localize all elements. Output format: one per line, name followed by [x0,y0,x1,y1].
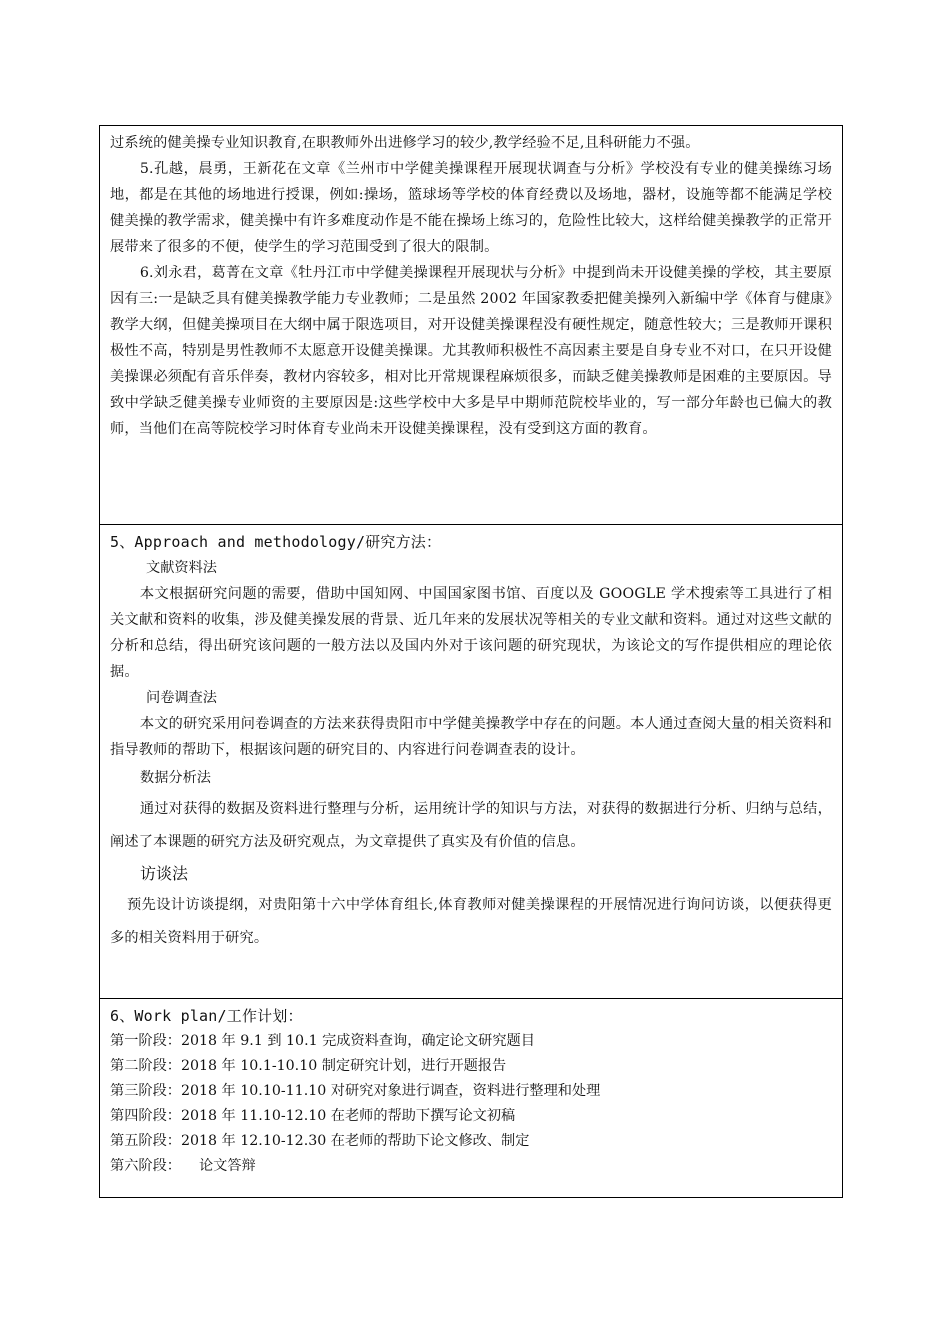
workplan-stage-6: 第六阶段： 论文答辩 [110,1158,256,1174]
workplan-cell [100,999,842,1197]
workplan-stage-4: 第四阶段：2018 年 11.10-12.10 在老师的帮助下撰写论文初稿 [110,1108,516,1124]
method-questionnaire-title: 问卷调查法 [146,690,217,706]
workplan-stage-1: 第一阶段：2018 年 9.1 到 10.1 完成资料查询，确定论文研究题目 [110,1033,535,1049]
literature-review-cell [100,126,842,525]
literature-item-6: 6.刘永君，葛菁在文章《牡丹江市中学健美操课程开展现状与分析》中提到尚未开设健美操的学校，其主要原因有三:一是缺乏具有健美操教学能力专业教师；二是虽然 2002 年国家教委把健美操列入新编中学《体育与健康》教学大纲，但健美操项目在大纲中属于限选项目，对开设健美操课程没有硬性规定，随意性较大；三是教师开课积极性不高，特别是男性教师不太愿意开设健美操课。尤其教师积极性不高因素主要是自身专业不对口，在只开设健美操课必须配有音乐伴奏，教材内容较多，相对比开常规课程麻烦很多，而缺乏健美操教师是困难的主要原因。导致中学缺乏健美操专业师资的主要原因是:这些学校中大多是早中期师范院校毕业的，写一部分年龄也已偏大的教师，当他们在高等院校学习时体育专业尚未开设健美操课程，没有受到这方面的教育。 [110,265,832,437]
proposal-table [99,125,843,1198]
method-data-analysis-text: 通过对获得的数据及资料进行整理与分析，运用统计学的知识与方法，对获得的数据进行分析、归纳与总结，阐述了本课题的研究方法及研究观点，为文章提供了真实及有价值的信息。 [110,801,832,850]
literature-continuation-text: 过系统的健美操专业知识教育,在职教师外出进修学习的较少,教学经验不足,且科研能力不强。 [110,135,700,151]
method-literature-text: 本文根据研究问题的需要，借助中国知网、中国国家图书馆、百度以及 GOOGLE 学术搜索等工具进行了相关文献和资料的收集，涉及健美操发展的背景、近几年来的发展状况等相关的专业文献和资料。通过对这些文献的分析和总结，得出研究该问题的一般方法以及国内外对于该问题的研究现状，为该论文的写作提供相应的理论依据。 [110,586,832,680]
workplan-stage-2: 第二阶段：2018 年 10.1-10.10 制定研究计划，进行开题报告 [110,1058,507,1074]
workplan-stage-3: 第三阶段：2018 年 10.10-11.10 对研究对象进行调查，资料进行整理和处理 [110,1083,601,1099]
method-literature-title: 文献资料法 [146,560,217,576]
methodology-heading: 5、Approach and methodology/研究方法： [110,533,442,551]
workplan-heading: 6、Work plan/工作计划： [110,1007,303,1025]
method-data-analysis-title: 数据分析法 [140,770,211,786]
method-questionnaire-text: 本文的研究采用问卷调查的方法来获得贵阳市中学健美操教学中存在的问题。本人通过查阅大量的相关资料和指导教师的帮助下，根据该问题的研究目的、内容进行问卷调查表的设计。 [110,716,832,758]
literature-item-5: 5.孔越，晨勇，王新花在文章《兰州市中学健美操课程开展现状调查与分析》学校没有专业的健美操练习场地，都是在其他的场地进行授课，例如:操场，篮球场等学校的体育经费以及场地，器材，设施等都不能满足学校健美操的教学需求，健美操中有许多难度动作是不能在操场上练习的，危险性比较大，这样给健美操教学的正常开展带来了很多的不便，使学生的学习范围受到了很大的限制。 [110,161,832,255]
method-interview-text: 预先设计访谈提纲，对贵阳第十六中学体育组长,体育教师对健美操课程的开展情况进行询问访谈，以便获得更多的相关资料用于研究。 [110,897,832,946]
workplan-stage-5: 第五阶段：2018 年 12.10-12.30 在老师的帮助下论文修改、制定 [110,1133,530,1149]
method-interview-title: 访谈法 [140,864,189,883]
methodology-cell [100,525,842,999]
